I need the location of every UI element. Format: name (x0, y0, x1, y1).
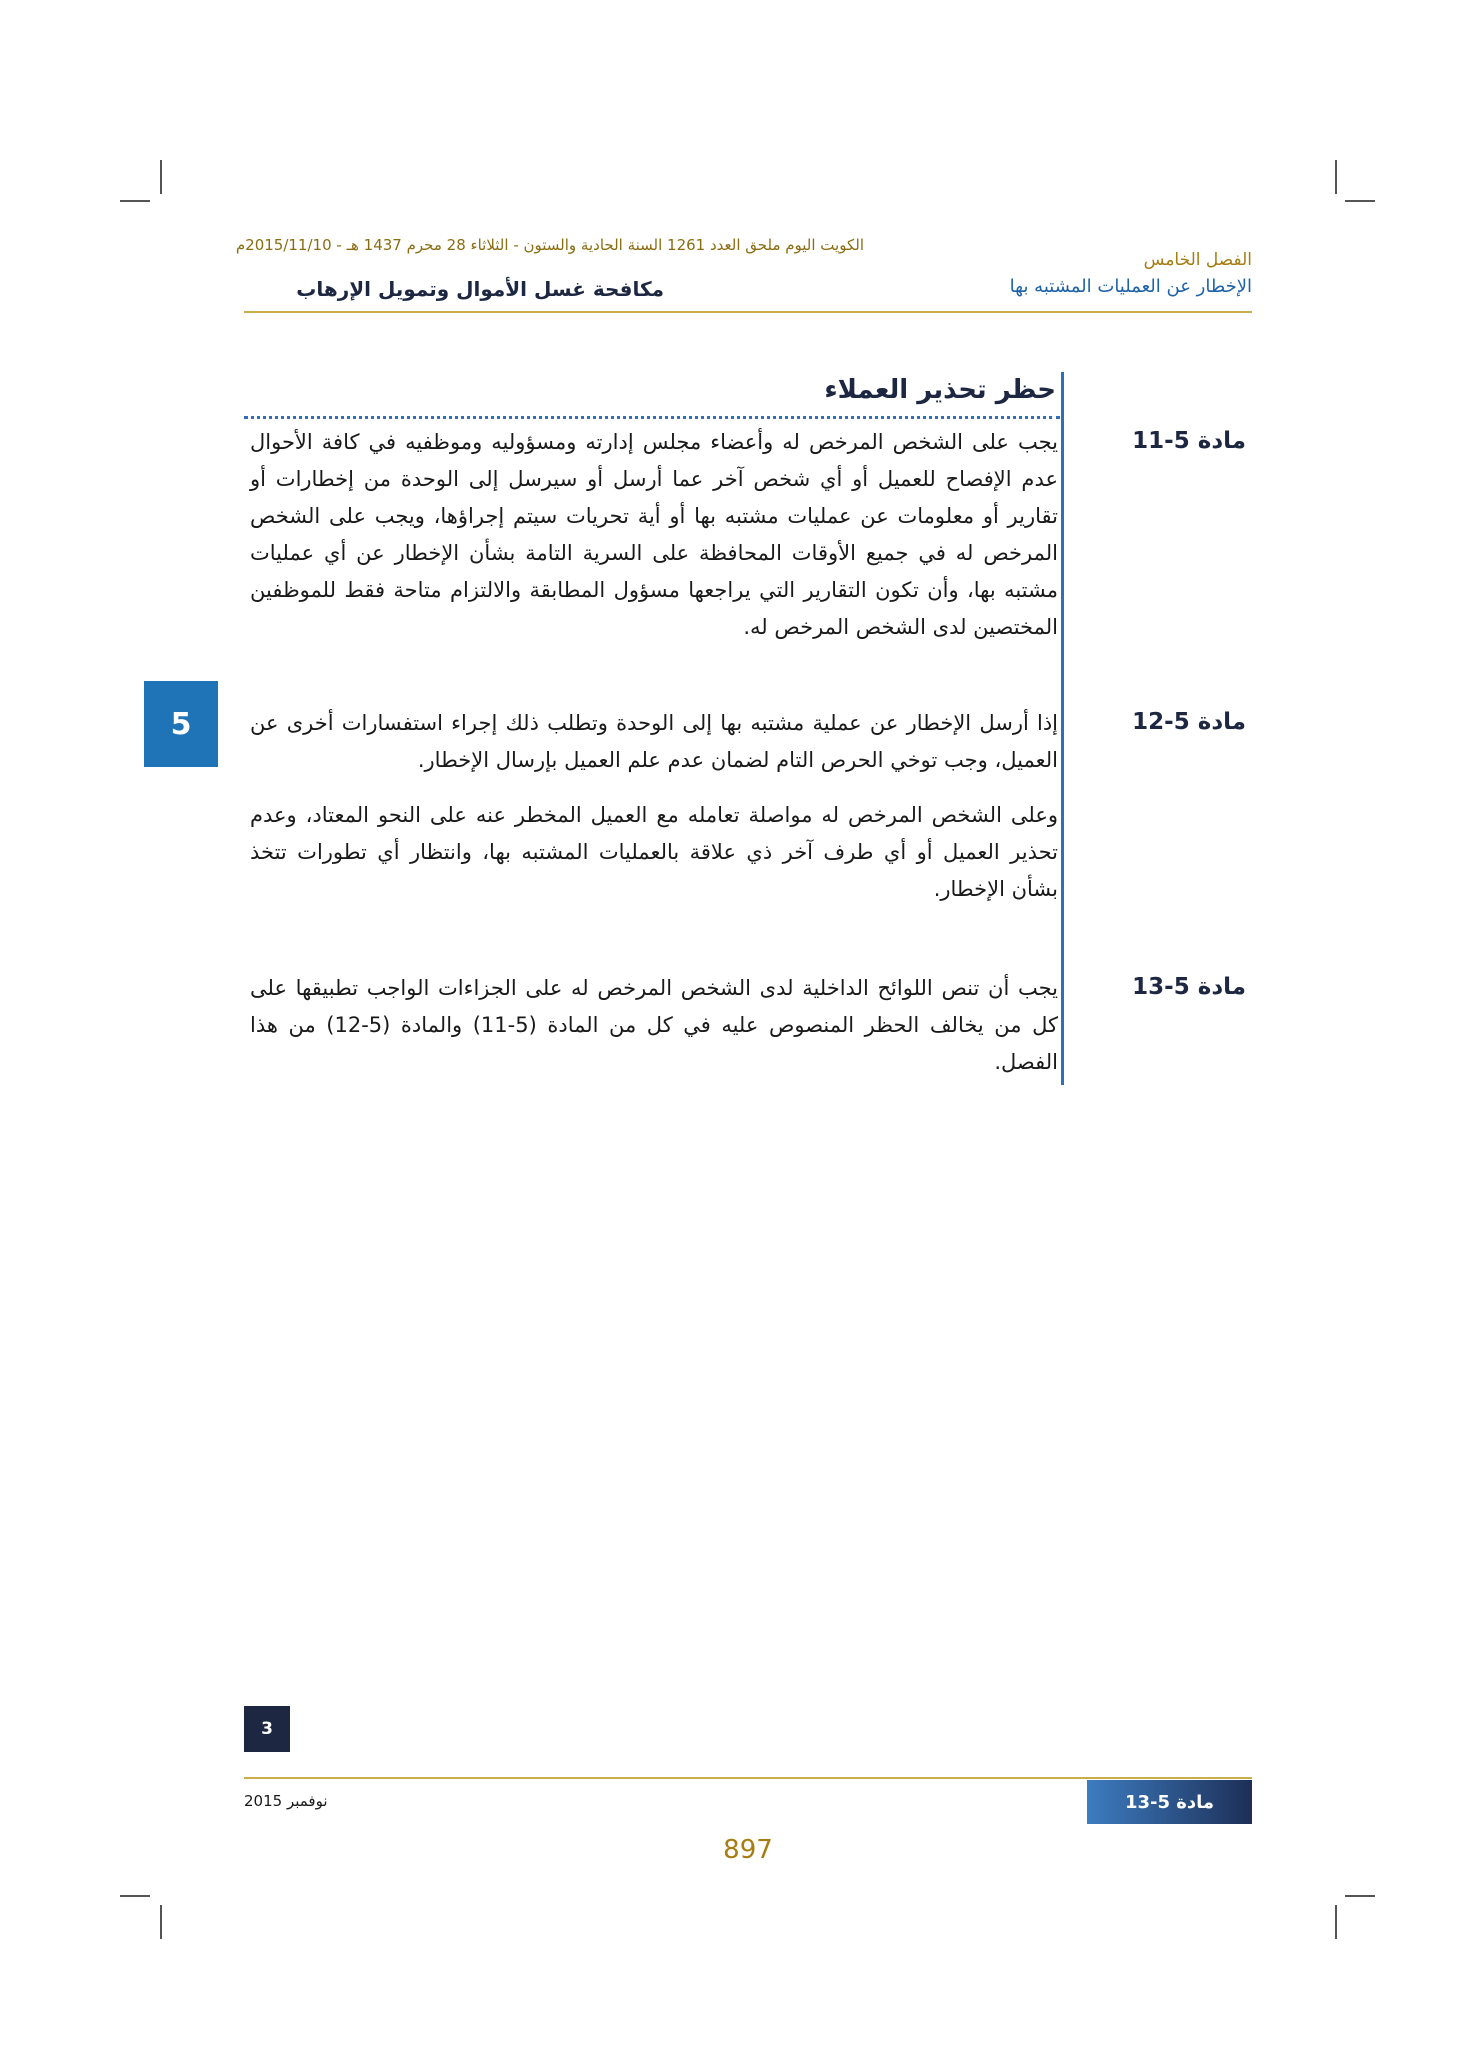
crop-mark (160, 160, 162, 194)
footer-article-badge: مادة 5-13 (1087, 1780, 1252, 1824)
article-paragraph: يجب على الشخص المرخص له وأعضاء مجلس إدارته ومسؤوليه وموظفيه في كافة الأحوال عدم الإفصاح للعميل أو أي شخص آخر عما أرسل أو سيرسل إلى الوحدة من إخطارات أو تقارير أو معلومات عن عمليات مشتبه بها أو أية تحريات سيتم إجراؤها، ويجب على الشخص المرخص له في جميع الأوقات المحافظة على السرية التامة بشأن الإخطار عن أي عمليات مشتبه بها، وأن تكون التقارير التي يراجعها مسؤول المطابقة والالتزام متاحة فقط للموظفين المختصين لدى الشخص المرخص له. (250, 430, 1058, 639)
section-title: حظر تحذير العملاء (824, 375, 1056, 405)
chapter-tab: 5 (144, 681, 218, 767)
crop-mark (1335, 1905, 1337, 1939)
crop-mark (1345, 200, 1375, 202)
article-label: مادة 5-11 (1132, 428, 1246, 454)
crop-mark (120, 200, 150, 202)
footer-date: نوفمبر 2015 (244, 1792, 328, 1810)
section-title-divider (244, 416, 1060, 419)
crop-mark (1335, 160, 1337, 194)
article-paragraph: إذا أرسل الإخطار عن عملية مشتبه بها إلى الوحدة وتطلب ذلك إجراء استفسارات أخرى عن العميل، وجب توخي الحرص التام لضمان عدم علم العميل بإرسال الإخطار. (250, 711, 1058, 772)
article-label: مادة 5-13 (1132, 974, 1246, 1000)
article-paragraph: يجب أن تنص اللوائح الداخلية لدى الشخص المرخص له على الجزاءات الواجب تطبيقها على كل من يخالف الحظر المنصوص عليه في كل من المادة (5-11) والمادة (5-12) من هذا الفصل. (250, 976, 1058, 1074)
crop-mark (160, 1905, 162, 1939)
folio-number: 897 (723, 1835, 773, 1865)
page-number-box: 3 (244, 1706, 290, 1752)
article-paragraph: وعلى الشخص المرخص له مواصلة تعامله مع العميل المخطر عنه على النحو المعتاد، وعدم تحذير العميل أو أي طرف آخر ذي علاقة بالعمليات المشتبه بها، وانتظار أي تطورات تتخذ بشأن الإخطار. (250, 803, 1058, 901)
chapter-subtitle: الإخطار عن العمليات المشتبه بها (1009, 276, 1252, 297)
article-column-divider (1061, 372, 1064, 1085)
footer-divider (244, 1777, 1252, 1779)
chapter-label: الفصل الخامس (1143, 250, 1252, 270)
crop-mark (120, 1895, 150, 1897)
gazette-issue-line: الكويت اليوم ملحق العدد 1261 السنة الحادية والستون - الثلاثاء 28 محرم 1437 هـ - 2015/11/10م (235, 236, 864, 254)
book-title: مكافحة غسل الأموال وتمويل الإرهاب (296, 277, 664, 301)
article-label: مادة 5-12 (1132, 709, 1246, 735)
crop-mark (1345, 1895, 1375, 1897)
header-divider (244, 311, 1252, 313)
